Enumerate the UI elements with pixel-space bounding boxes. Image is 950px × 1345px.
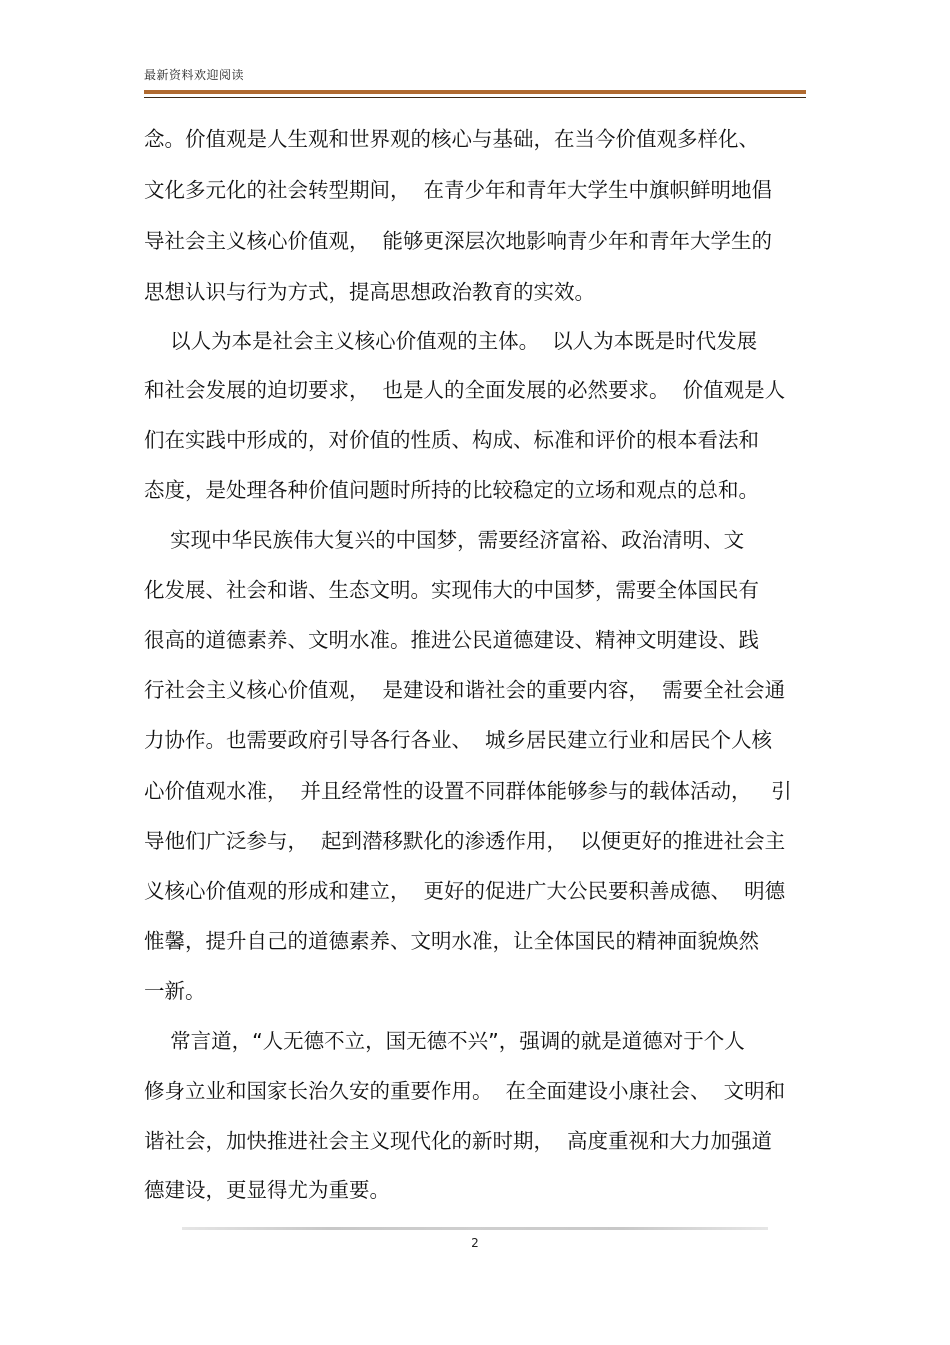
body-line: 们在实践中形成的，对价值的性质、构成、标准和评价的根本看法和 <box>144 428 759 452</box>
body-line: 很高的道德素养、文明水准。推进公民道德建设、精神文明建设、践 <box>144 628 759 652</box>
page-number: 2 <box>471 1236 479 1250</box>
body-line: 行社会主义核心价值观， 是建设和谐社会的重要内容， 需要全社会通 <box>144 678 786 702</box>
body-line: 德建设，更显得尤为重要。 <box>144 1178 390 1202</box>
footer-divider <box>182 1227 768 1230</box>
header-divider-thick <box>144 90 806 94</box>
page-header-title: 最新资料欢迎阅读 <box>144 68 245 82</box>
body-line: 和社会发展的迫切要求， 也是人的全面发展的必然要求。 价值观是人 <box>144 378 786 402</box>
body-line: 修身立业和国家长治久安的重要作用。 在全面建设小康社会、 文明和 <box>144 1079 786 1103</box>
body-line: 思想认识与行为方式，提高思想政治教育的实效。 <box>144 280 595 304</box>
body-line: 义核心价值观的形成和建立， 更好的促进广大公民要积善成德、 明德 <box>144 879 786 903</box>
header-divider-thin <box>144 97 806 98</box>
body-line: 心价值观水准， 并且经常性的设置不同群体能够参与的载体活动， 引 <box>144 779 792 803</box>
body-line: 导他们广泛参与， 起到潜移默化的渗透作用， 以便更好的推进社会主 <box>144 829 786 853</box>
body-line: 态度，是处理各种价值问题时所持的比较稳定的立场和观点的总和。 <box>144 478 759 502</box>
body-line: 实现中华民族伟大复兴的中国梦，需要经济富裕、政治清明、文 <box>144 528 745 552</box>
body-line: 化发展、社会和谐、生态文明。实现伟大的中国梦，需要全体国民有 <box>144 578 759 602</box>
body-line: 常言道，“人无德不立，国无德不兴”，强调的就是道德对于个人 <box>144 1029 745 1053</box>
body-line: 念。价值观是人生观和世界观的核心与基础，在当今价值观多样化、 <box>144 127 759 151</box>
body-line: 惟馨，提升自己的道德素养、文明水准，让全体国民的精神面貌焕然 <box>144 929 759 953</box>
body-line: 导社会主义核心价值观， 能够更深层次地影响青少年和青年大学生的 <box>144 229 773 253</box>
body-line: 以人为本是社会主义核心价值观的主体。 以人为本既是时代发展 <box>144 329 758 353</box>
body-line: 力协作。也需要政府引导各行各业、 城乡居民建立行业和居民个人核 <box>144 728 773 752</box>
body-line: 文化多元化的社会转型期间， 在青少年和青年大学生中旗帜鲜明地倡 <box>144 178 773 202</box>
body-line: 一新。 <box>144 979 206 1003</box>
body-line: 谐社会，加快推进社会主义现代化的新时期， 高度重视和大力加强道 <box>144 1129 773 1153</box>
